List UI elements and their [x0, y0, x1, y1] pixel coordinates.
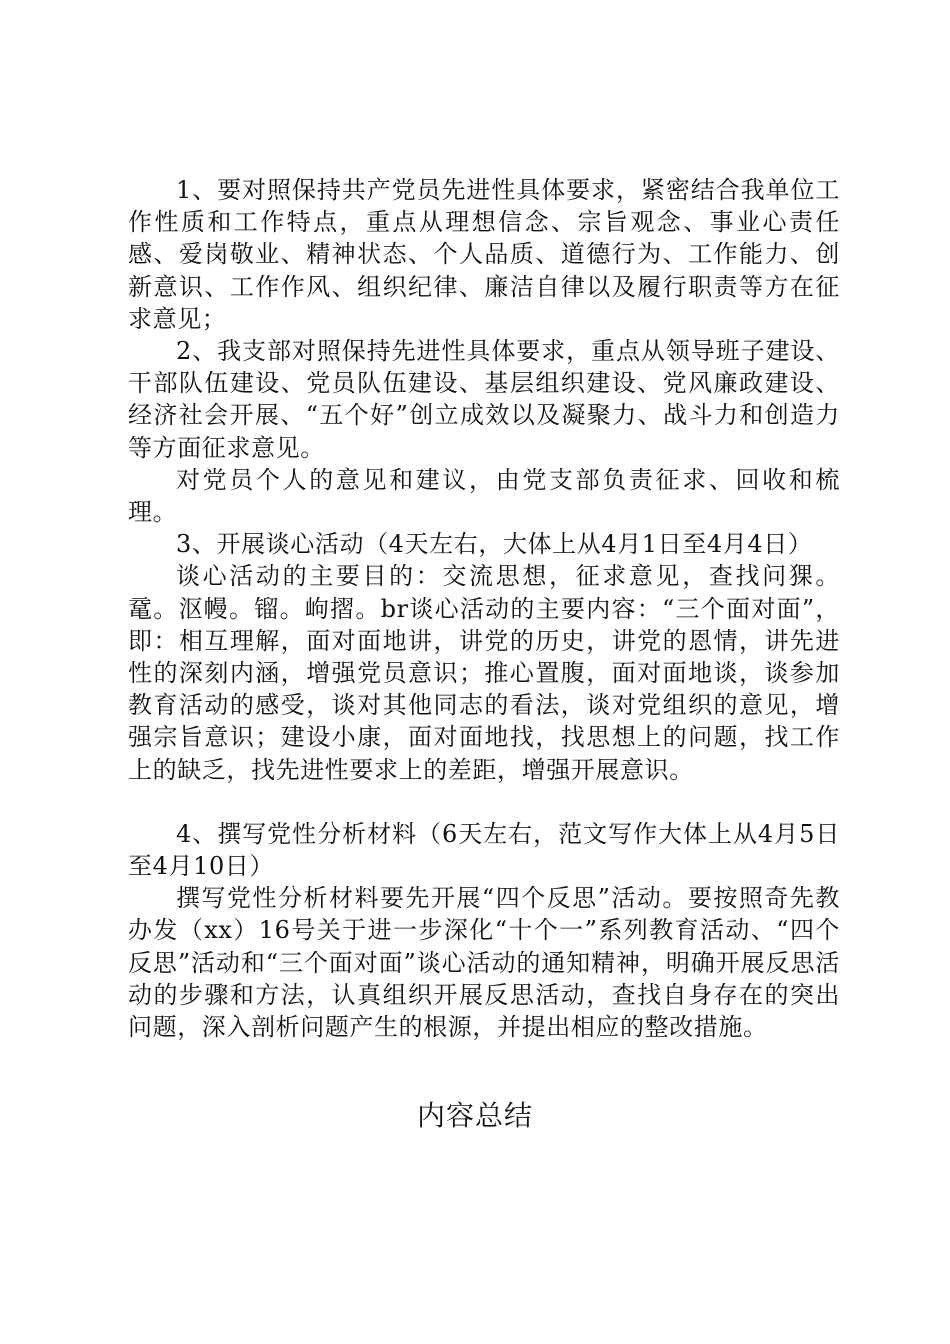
summary-title: 内容总结 [416, 1099, 533, 1132]
paragraph-requirements-1: 1、要对照保持共产党员先进性具体要求，紧密结合我单位工作性质和工作特点，重点从理想信念、宗旨观念、事业心责任感、爱岗敬业、精神状态、个人品质、道德行为、工作能力、创新意识、工作作风、组织纪律、廉洁自律以及履行职责等方在征求意见； [128, 176, 840, 333]
paragraph-requirements-2: 2、我支部对照保持先进性具体要求，重点从领导班子建设、干部队伍建设、党员队伍建设、基层组织建设、党风廉政建设、经济社会开展、“五个好”创立成效以及凝聚力、战斗力和创造力等方面征求意见。 [128, 337, 840, 462]
paragraph-heart-talk-content: 谈心活动的主要目的：交流思想，征求意见，查找问猓。鼋。沤幔。镏。岣摺。br谈心活动的主要内容：“三个面对面”，即：相互理解，面对面地讲，讲党的历史，讲党的恩情，讲先进性的深刻内涵，增强党员意识；推心置腹，面对面地谈，谈参加教育活动的感受，谈对其他同志的看法，谈对党组织的意见，增强宗旨意识；建设小康，面对面地找，找思想上的问题，找工作上的缺乏，找先进性要求上的差距，增强开展意识。 [128, 562, 840, 784]
paragraph-heart-talk-heading: 3、开展谈心活动（4天左右，大体上从4月1日至4月4日） [176, 530, 813, 559]
paragraph-analysis-content: 撰写党性分析材料要先开展“四个反思”活动。要按照奇先教办发（xx）16号关于进一步深化“十个一”系列教育活动、“四个反思”活动和“三个面对面”谈心活动的通知精神，明确开展反思活动的步骤和方法，认真组织开展反思活动，查找自身存在的突出问题，深入剖析问题产生的根源，并提出相应的整改措施。 [128, 884, 840, 1042]
paragraph-personal-opinions: 对党员个人的意见和建议，由党支部负责征求、回收和梳理。 [128, 465, 840, 527]
paragraph-analysis-heading: 4、撰写党性分析材料（6天左右，范文写作大体上从4月5日至4月10日） [128, 819, 840, 881]
document-body [128, 174, 840, 1043]
